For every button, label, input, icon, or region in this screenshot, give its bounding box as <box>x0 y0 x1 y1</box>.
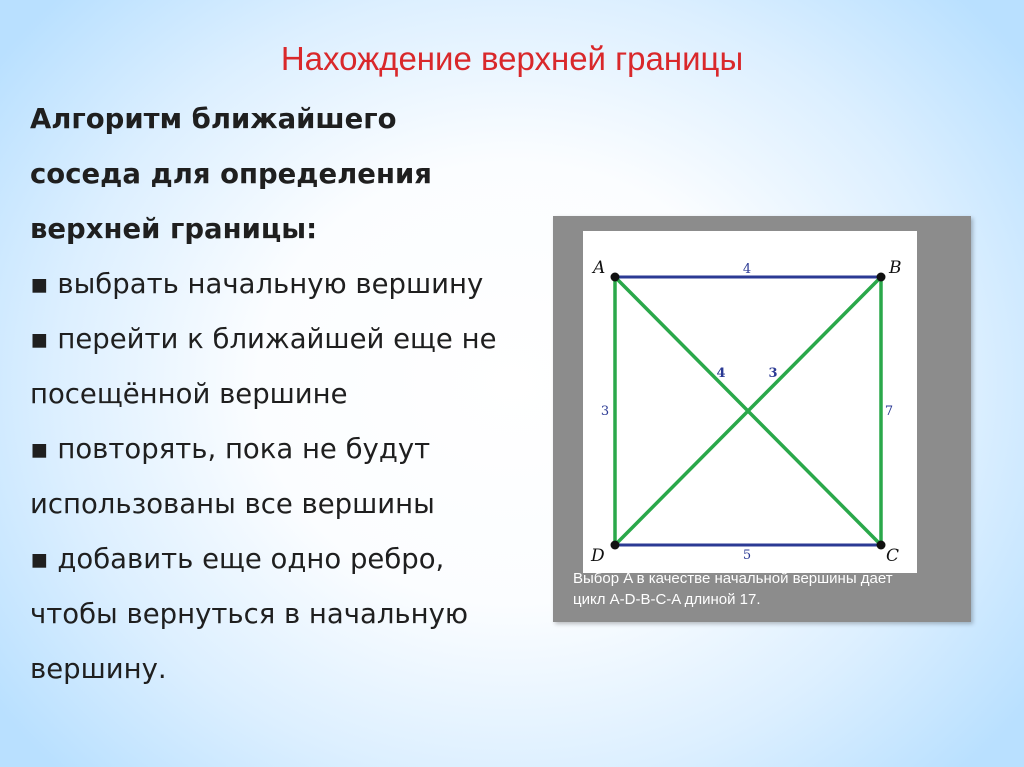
vertex-c <box>877 541 886 550</box>
bullet-repeat <box>30 422 530 532</box>
bullet-line: вершину. <box>30 653 167 685</box>
algorithm-heading <box>30 92 530 257</box>
bullet-add-return-edge <box>30 532 530 697</box>
caption-line: Выбор A в качестве начальной вершины дает <box>573 570 893 587</box>
edge-weight-label: 3 <box>768 366 778 381</box>
bullet-choose-start <box>30 257 530 312</box>
bullet-line: посещённой вершине <box>30 378 348 410</box>
vertex-a <box>611 273 620 282</box>
slide-title: Нахождение верхней границы <box>280 40 744 77</box>
slide-body-text <box>30 92 530 697</box>
vertex-label: A <box>593 258 606 278</box>
edge-weight-label: 7 <box>884 404 894 419</box>
vertex-label: D <box>591 546 605 566</box>
vertex-label: C <box>886 546 900 566</box>
graph-diagram <box>583 231 917 573</box>
figure-panel <box>553 216 971 622</box>
vertex-b <box>877 273 886 282</box>
figure-caption <box>573 568 963 610</box>
edge-weight-label: 4 <box>716 366 726 381</box>
heading-line: соседа для определения <box>30 158 432 190</box>
heading-line: верхней границы: <box>30 213 318 245</box>
bullet-line: ▪ перейти к ближайшей еще не <box>30 323 497 355</box>
bullet-line: ▪ выбрать начальную вершину <box>30 268 484 300</box>
bullet-line: ▪ повторять, пока не будут <box>30 433 431 465</box>
heading-line: Алгоритм ближайшего <box>30 103 397 135</box>
bullet-line: чтобы вернуться в начальную <box>30 598 469 630</box>
bullet-line: ▪ добавить еще одно ребро, <box>30 543 445 575</box>
edge-weight-label: 4 <box>742 262 752 277</box>
graph-figure <box>583 231 917 573</box>
vertex-label: B <box>889 258 902 278</box>
caption-line: цикл A-D-B-C-A длиной 17. <box>573 591 761 608</box>
edge-weight-label: 3 <box>600 404 610 419</box>
vertex-d <box>611 541 620 550</box>
edge-weight-label: 5 <box>742 548 752 563</box>
bullet-line: использованы все вершины <box>30 488 435 520</box>
bullet-go-nearest <box>30 312 530 422</box>
